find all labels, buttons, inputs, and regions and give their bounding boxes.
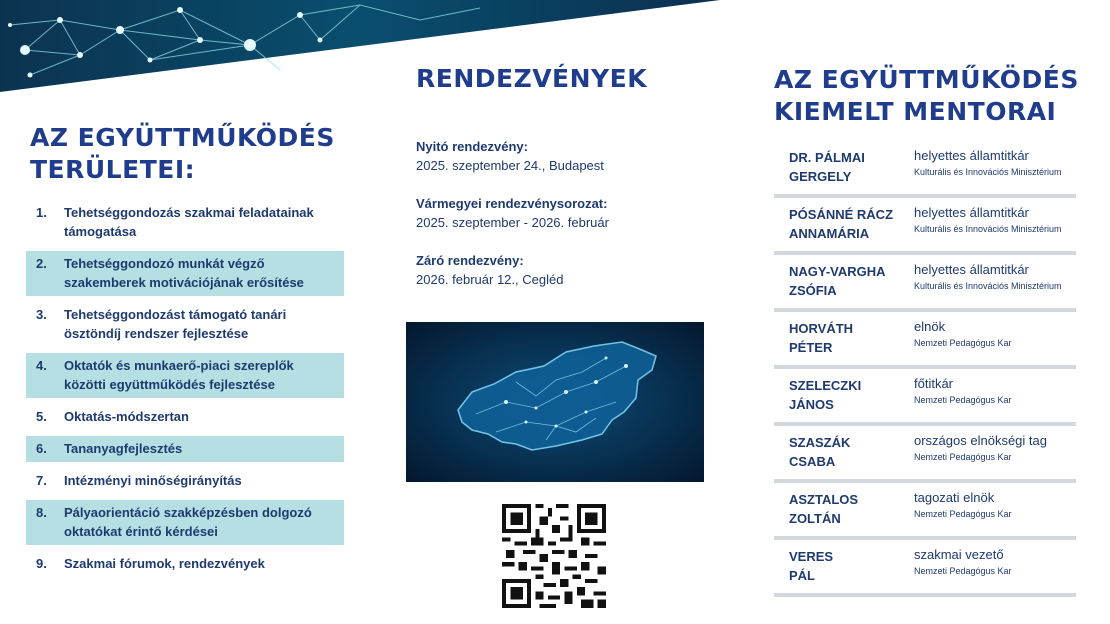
- mentor-row: [774, 430, 1076, 483]
- event-label: Vármegyei rendezvénysorozat:: [416, 196, 608, 211]
- area-item-line1: Tehetséggondozást támogató tanári: [64, 307, 287, 322]
- area-item-line1: Oktatás-módszertan: [64, 409, 189, 424]
- area-item: [26, 251, 344, 296]
- mentor-role: helyettes államtitkár: [914, 205, 1029, 220]
- event-closing: [416, 251, 563, 289]
- mentor-name: [789, 376, 899, 414]
- area-item-number: 7.: [36, 473, 47, 488]
- mentor-name-line1: NAGY-VARGHA: [789, 264, 886, 279]
- events-title: RENDEZVÉNYEK: [416, 64, 648, 93]
- area-item-text: [64, 439, 182, 458]
- area-item: [26, 302, 344, 347]
- mentor-name-line1: VERES: [789, 549, 834, 564]
- mentor-name: [789, 205, 899, 243]
- area-item-number: 2.: [36, 256, 47, 271]
- area-item-number: 1.: [36, 205, 47, 220]
- mentor-name: [789, 433, 899, 471]
- event-label: Záró rendezvény:: [416, 253, 524, 268]
- area-item: [26, 468, 344, 494]
- area-item: [26, 404, 344, 430]
- mentor-name: [789, 490, 899, 528]
- event-county-series: [416, 194, 609, 232]
- area-item-line1: Intézményi minőségirányítás: [64, 473, 242, 488]
- area-item-line1: Oktatók és munkaerő-piaci szereplők: [64, 358, 294, 373]
- area-item-text: [64, 407, 189, 426]
- area-item-line2: szakemberek motivációjának erősítése: [64, 275, 304, 290]
- event-label: Nyitó rendezvény:: [416, 139, 528, 154]
- mentor-name-line2: ZSÓFIA: [789, 283, 837, 298]
- event-value: 2026. február 12., Cegléd: [416, 272, 564, 287]
- area-item-text: [64, 254, 304, 292]
- mentor-name-line2: PÁL: [789, 568, 815, 583]
- area-item-number: 5.: [36, 409, 47, 424]
- area-item-text: [64, 305, 286, 343]
- mentor-name-line2: GERGELY: [789, 169, 852, 184]
- areas-title-line2: TERÜLETEI:: [30, 155, 196, 184]
- event-opening: [416, 137, 604, 175]
- mentor-name: [789, 547, 899, 585]
- mentors-title: [774, 64, 1094, 128]
- mentor-name-line1: SZASZÁK: [789, 435, 851, 450]
- areas-title: [30, 122, 360, 186]
- area-item: [26, 551, 344, 577]
- area-item: [26, 200, 344, 245]
- mentor-row: [774, 544, 1076, 597]
- area-item-line2: közötti együttműködés fejlesztése: [64, 377, 275, 392]
- mentor-name: [789, 262, 899, 300]
- area-item-number: 3.: [36, 307, 47, 322]
- area-item: [26, 500, 344, 545]
- mentor-row: [774, 145, 1076, 198]
- mentor-name-line2: PÉTER: [789, 340, 833, 355]
- mentors-title-line1: AZ EGYÜTTMŰKÖDÉS: [774, 65, 1079, 94]
- mentor-organization: Kulturális és Innovációs Minisztérium: [914, 281, 1062, 291]
- areas-title-line1: AZ EGYÜTTMŰKÖDÉS: [30, 123, 335, 152]
- mentor-name-line2: JÁNOS: [789, 397, 834, 412]
- area-item-number: 9.: [36, 556, 47, 571]
- area-item-line2: támogatása: [64, 224, 137, 239]
- mentor-role: helyettes államtitkár: [914, 262, 1029, 277]
- mentors-title-line2: KIEMELT MENTORAI: [774, 97, 1057, 126]
- area-item-line2: ösztöndíj rendszer fejlesztése: [64, 326, 249, 341]
- mentor-role: szakmai vezető: [914, 547, 1004, 562]
- qr-code-image: [502, 504, 606, 608]
- mentor-organization: Kulturális és Innovációs Minisztérium: [914, 167, 1062, 177]
- mentor-row: [774, 202, 1076, 255]
- area-item-line1: Tananyagfejlesztés: [64, 441, 183, 456]
- hungary-circuit-map-image: [406, 322, 704, 482]
- mentor-role: tagozati elnök: [914, 490, 995, 505]
- area-item-line1: Tehetséggondozó munkát végző: [64, 256, 265, 271]
- event-value: 2025. szeptember - 2026. február: [416, 215, 609, 230]
- area-item: [26, 353, 344, 398]
- mentor-name-line1: SZELECZKI: [789, 378, 862, 393]
- area-item-line2: oktatókat érintő kérdései: [64, 524, 218, 539]
- area-item-text: [64, 554, 265, 573]
- mentor-row: [774, 487, 1076, 540]
- mentor-row: [774, 259, 1076, 312]
- mentor-organization: Nemzeti Pedagógus Kar: [914, 338, 1012, 348]
- area-item-number: 6.: [36, 441, 47, 456]
- mentor-name-line2: ZOLTÁN: [789, 511, 841, 526]
- mentor-role: főtitkár: [914, 376, 954, 391]
- mentor-name-line2: ANNAMÁRIA: [789, 226, 870, 241]
- area-item: [26, 436, 344, 462]
- mentor-role: elnök: [914, 319, 946, 334]
- area-item-line1: Szakmai fórumok, rendezvények: [64, 556, 265, 571]
- areas-list: [26, 200, 344, 583]
- mentor-row: [774, 316, 1076, 369]
- area-item-text: [64, 471, 242, 490]
- area-item-text: [64, 503, 312, 541]
- mentor-organization: Nemzeti Pedagógus Kar: [914, 452, 1012, 462]
- mentor-name-line2: CSABA: [789, 454, 836, 469]
- mentor-name-line1: DR. PÁLMAI: [789, 150, 865, 165]
- mentor-name: [789, 319, 899, 357]
- mentor-organization: Nemzeti Pedagógus Kar: [914, 509, 1012, 519]
- mentor-name: [789, 148, 899, 186]
- area-item-number: 4.: [36, 358, 47, 373]
- mentor-organization: Kulturális és Innovációs Minisztérium: [914, 224, 1062, 234]
- mentor-role: országos elnökségi tag: [914, 433, 1047, 448]
- area-item-number: 8.: [36, 505, 47, 520]
- area-item-line1: Tehetséggondozás szakmai feladatainak: [64, 205, 314, 220]
- mentor-role: helyettes államtitkár: [914, 148, 1029, 163]
- mentor-row: [774, 373, 1076, 426]
- mentor-organization: Nemzeti Pedagógus Kar: [914, 566, 1012, 576]
- area-item-text: [64, 356, 294, 394]
- area-item-line1: Pályaorientáció szakképzésben dolgozó: [64, 505, 312, 520]
- mentor-organization: Nemzeti Pedagógus Kar: [914, 395, 1012, 405]
- area-item-text: [64, 203, 314, 241]
- mentor-name-line1: HORVÁTH: [789, 321, 854, 336]
- mentor-name-line1: PÓSÁNNÉ RÁCZ: [789, 207, 894, 222]
- event-value: 2025. szeptember 24., Budapest: [416, 158, 604, 173]
- mentor-name-line1: ASZTALOS: [789, 492, 859, 507]
